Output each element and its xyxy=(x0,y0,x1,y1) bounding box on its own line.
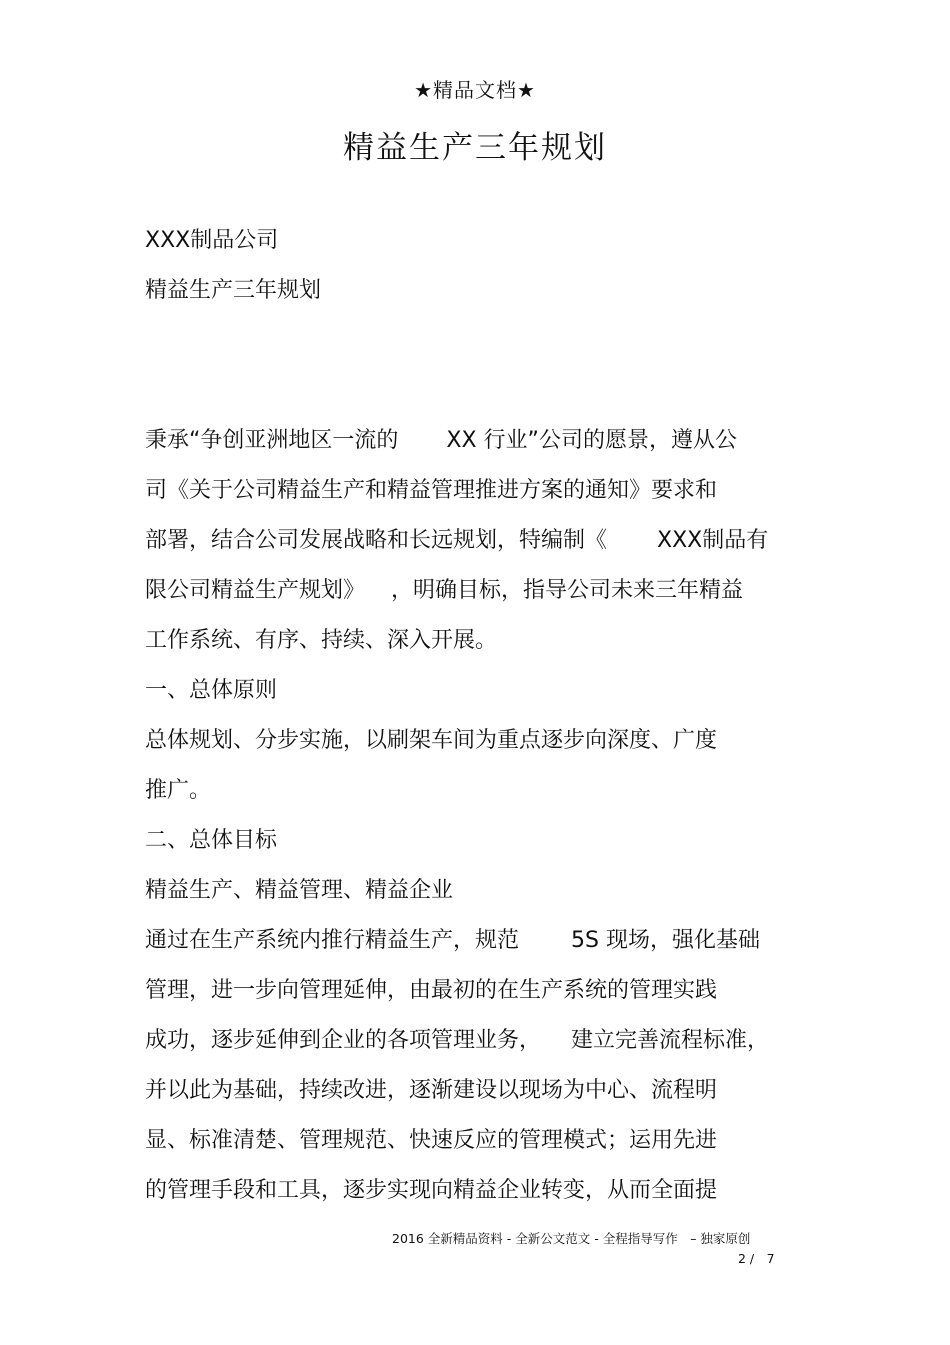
body-line-7 xyxy=(145,726,717,756)
body-line-14 xyxy=(145,1076,717,1106)
body-line-11 xyxy=(145,926,760,956)
body-line-2-part-a: 司《关于公司精益生产和精益管理推进方案的通知》要求和 xyxy=(145,478,718,503)
body-line-13-part-b: 建立完善流程标准， xyxy=(571,1028,770,1053)
body-line-14-part-a: 并以此为基础，持续改进，逐渐建设以现场为中心、流程明 xyxy=(145,1078,718,1103)
body-line-8-part-a: 推广。 xyxy=(145,778,212,803)
body-line-11-part-b: 5S 现场，强化基础 xyxy=(571,928,760,953)
body-line-15-part-a: 显、标准清楚、管理规范、快速反应的管理模式；运用先进 xyxy=(145,1128,718,1153)
body-line-8 xyxy=(145,776,211,806)
body-line-13 xyxy=(145,1026,769,1056)
body-line-5 xyxy=(145,626,497,656)
body-line-11-part-a: 通过在生产系统内推行精益生产，规范 xyxy=(145,928,520,953)
section-heading-1 xyxy=(145,676,277,706)
section-heading-2-text: 二、总体目标 xyxy=(145,828,278,853)
footer-text: 2016 全新精品资料 - 全新公文范文 - 全程指导写作 – 独家原创 xyxy=(392,1231,751,1246)
body-line-16-part-a: 的管理手段和工具，逐步实现向精益企业转变，从而全面提 xyxy=(145,1178,718,1203)
body-line-7-part-a: 总体规划、分步实施，以刷架车间为重点逐步向深度、广度 xyxy=(145,728,718,753)
body-line-4-part-a: 限公司精益生产规划》 xyxy=(145,578,366,603)
body-line-5-part-a: 工作系统、有序、持续、深入开展。 xyxy=(145,628,498,653)
header-badge: ★精品文档★ xyxy=(414,78,536,102)
body-line-10 xyxy=(145,876,453,906)
body-line-3 xyxy=(145,526,768,556)
body-line-12-part-a: 管理，进一步向管理延伸，由最初的在生产系统的管理实践 xyxy=(145,978,718,1003)
page-number: 2 / 7 xyxy=(738,1251,775,1266)
body-line-3-part-b: XXX制品有 xyxy=(657,528,769,553)
document-subtitle: 精益生产三年规划 xyxy=(145,278,322,303)
body-line-1-part-b: XX 行业”公司的愿景，遵从公 xyxy=(446,428,737,453)
company-name: XXX制品公司 xyxy=(145,228,279,253)
body-line-13-part-a: 成功，逐步延伸到企业的各项管理业务， xyxy=(145,1028,542,1053)
body-line-15 xyxy=(145,1126,717,1156)
section-heading-1-text: 一、总体原则 xyxy=(145,678,278,703)
body-line-4 xyxy=(145,576,743,606)
body-line-12 xyxy=(145,976,717,1006)
body-line-1-part-a: 秉承“争创亚洲地区一流的 xyxy=(145,428,399,453)
body-line-10-part-a: 精益生产、精益管理、精益企业 xyxy=(145,878,454,903)
section-heading-2 xyxy=(145,826,277,856)
document-title: 精益生产三年规划 xyxy=(343,130,607,166)
body-line-3-part-a: 部署，结合公司发展战略和长远规划，特编制《 xyxy=(145,528,608,553)
body-line-4-part-b: ，明确目标，指导公司未来三年精益 xyxy=(391,578,744,603)
body-line-2 xyxy=(145,476,717,506)
body-line-1 xyxy=(145,426,737,456)
body-line-16 xyxy=(145,1176,717,1206)
